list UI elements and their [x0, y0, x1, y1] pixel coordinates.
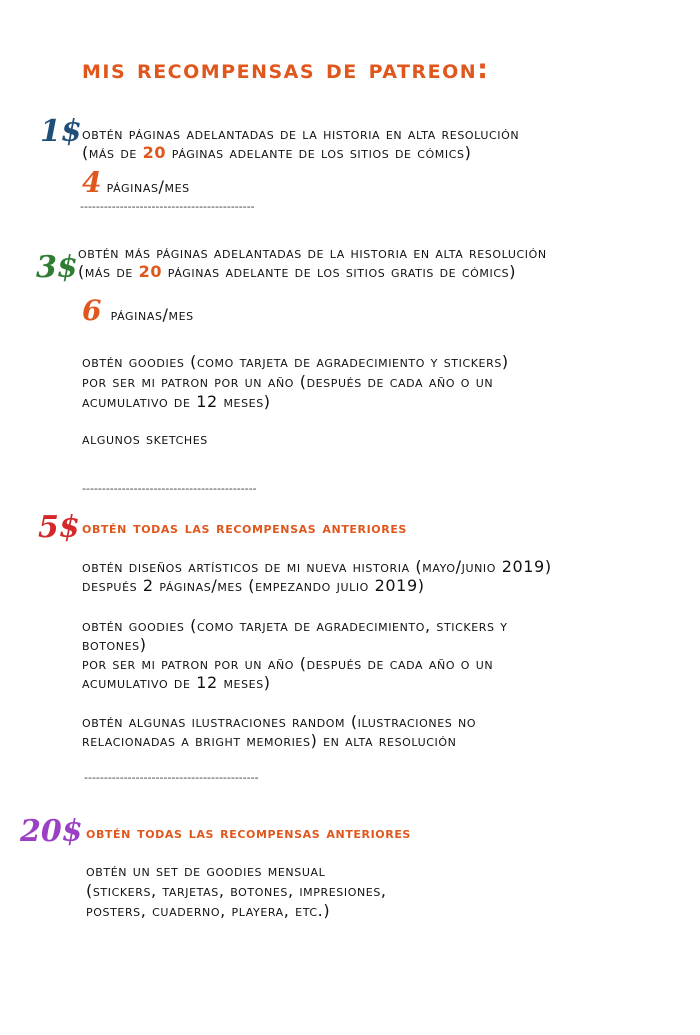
tier-5-heading: obtén todas las recompensas anteriores [82, 518, 407, 537]
tier-5-goodies-4: acumulativo de 12 meses) [82, 673, 271, 692]
tier-1-pages-label: páginas/mes [106, 177, 190, 196]
tier-3-line-2 [78, 262, 516, 281]
tier-1-line-2-post: páginas adelante de los sitios de cómics) [166, 143, 472, 162]
tier-5-designs-1: obtén diseños artísticos de mi nueva historia (mayo/junio 2019) [82, 557, 552, 576]
tier-5-illustrations-2: relacionadas a bright memories) en alta resolución [82, 731, 457, 750]
tier-3-line-1: obtén más páginas adelantadas de la historia en alta resolución [78, 243, 547, 262]
tier-1-divider: -------------------------------------------- [80, 200, 255, 213]
tier-3-line-2-pre: (más de [78, 262, 139, 281]
tier-3-pages-number: 6 [82, 294, 102, 327]
tier-20-line-3: posters, cuaderno, playera, etc.) [86, 901, 331, 920]
tier-3-pages-label: páginas/mes [110, 305, 194, 324]
tier-3-amount: 3$ [36, 250, 78, 285]
tier-20-heading: obtén todas las recompensas anteriores [86, 823, 411, 842]
tier-3-line-2-number: 20 [138, 262, 163, 281]
tier-3-pages [82, 294, 194, 327]
tier-20-line-1: obtén un set de goodies mensual [86, 861, 326, 880]
tier-20-line-2: (stickers, tarjetas, botones, impresiones, [86, 881, 387, 900]
tier-1-line-2-pre: (más de [82, 143, 143, 162]
tier-5-designs-2: después 2 páginas/mes (empezando julio 2019) [82, 576, 425, 595]
tier-5-goodies-1: obtén goodies (como tarjeta de agradecimiento, stickers y [82, 616, 508, 635]
tier-3-divider: -------------------------------------------- [82, 482, 257, 495]
tier-1-line-2 [82, 143, 471, 162]
tier-5-illustrations-1: obtén algunas ilustraciones random (ilustraciones no [82, 712, 477, 731]
tier-3-goodies-3: acumulativo de 12 meses) [82, 392, 271, 411]
tier-5-amount: 5$ [38, 510, 80, 545]
tier-5-divider: -------------------------------------------- [84, 771, 259, 784]
tier-1-pages [82, 166, 190, 199]
tier-5-goodies-3: por ser mi patron por un año (después de cada año o un [82, 654, 494, 673]
tier-3-line-2-post: páginas adelante de los sitios gratis de cómics) [162, 262, 517, 281]
tier-1-pages-number: 4 [82, 166, 102, 199]
tier-5-goodies-2: botones) [82, 635, 147, 654]
page-title: mis recompensas de patreon: [82, 54, 490, 85]
tier-3-goodies-1: obtén goodies (como tarjeta de agradecimiento y stickers) [82, 352, 509, 371]
tier-3-goodies-2: por ser mi patron por un año (después de cada año o un [82, 372, 494, 391]
tier-1-amount: 1$ [40, 114, 82, 149]
tier-3-sketches: algunos sketches [82, 429, 208, 448]
tier-20-amount: 20$ [20, 814, 83, 849]
tier-1-line-1: obtén páginas adelantadas de la historia en alta resolución [82, 124, 520, 143]
tier-1-line-2-number: 20 [142, 143, 167, 162]
